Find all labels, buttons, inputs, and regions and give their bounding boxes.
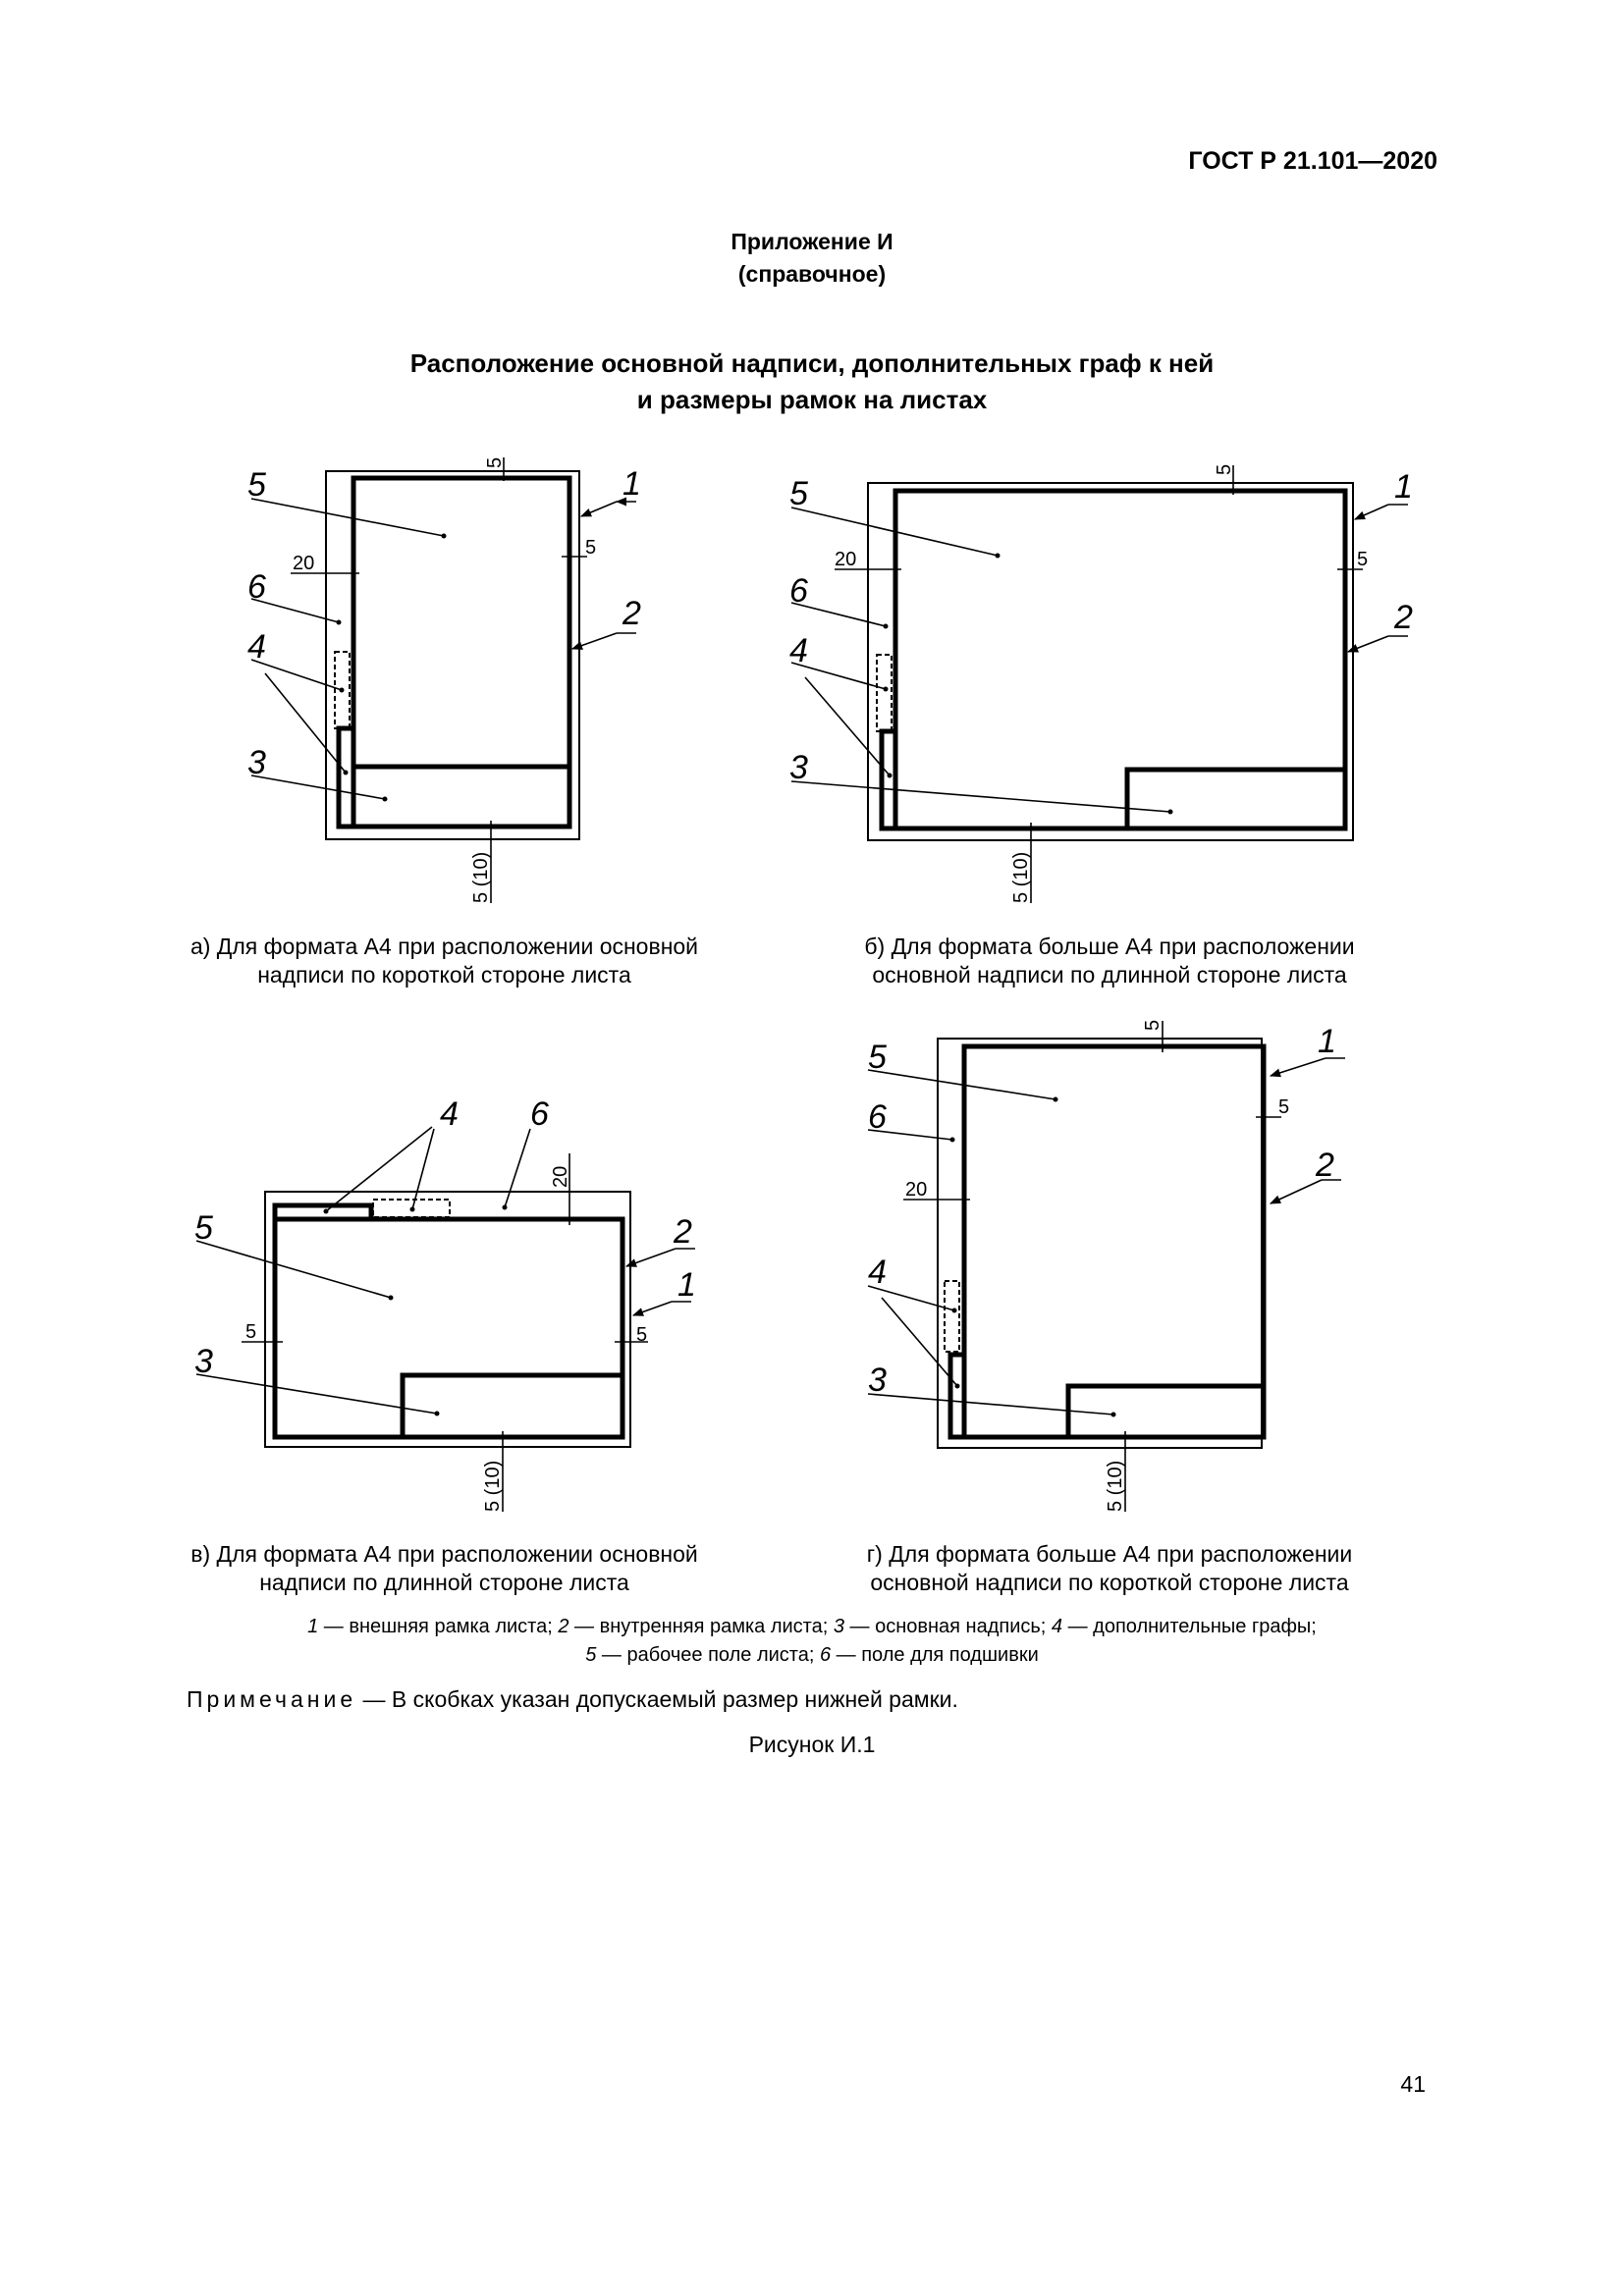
- dim-5-10-bottom: 5 (10): [470, 851, 492, 903]
- binding-strip: [339, 728, 353, 827]
- diagram-v: [194, 1095, 696, 1512]
- appendix-title: Приложение И: [731, 229, 893, 254]
- caption-g: [815, 1540, 1404, 1597]
- diagram-g: [868, 1020, 1345, 1512]
- dim-20: 20: [835, 549, 857, 570]
- document-standard-header: ГОСТ Р 21.101—2020: [1188, 147, 1437, 175]
- label-1: 1: [1318, 1023, 1336, 1060]
- legend-text-4: — дополнительные графы;: [1062, 1616, 1317, 1637]
- legend-num-2: 2: [558, 1616, 569, 1637]
- binding-strip: [275, 1205, 371, 1219]
- caption-g-line-2: основной надписи по короткой стороне листа: [870, 1570, 1349, 1595]
- note-text: — В скобках указан допускаемый размер нижней рамки.: [356, 1686, 958, 1712]
- dim-5-10-bottom: 5 (10): [1010, 851, 1032, 903]
- inner-frame: [895, 491, 1345, 828]
- dim-5-right: 5: [1357, 549, 1369, 570]
- legend-num-6: 6: [819, 1644, 832, 1666]
- inner-frame: [275, 1219, 623, 1437]
- title-line-1: Расположение основной надписи, дополнительных граф к ней: [409, 348, 1215, 378]
- dim-5-left: 5: [245, 1321, 257, 1343]
- page-number: 41: [1400, 2071, 1426, 2097]
- label-4: 4: [868, 1254, 887, 1291]
- dim-20: 20: [905, 1179, 928, 1201]
- binding-strip: [950, 1355, 964, 1437]
- label-3: 3: [789, 749, 808, 786]
- dim-5-right: 5: [1278, 1096, 1290, 1118]
- dim-5-10-bottom: 5 (10): [482, 1460, 504, 1512]
- extra-columns: [877, 655, 892, 731]
- caption-v: [147, 1540, 741, 1597]
- diagram-a: [247, 457, 641, 903]
- label-2: 2: [1394, 599, 1413, 636]
- legend-num-4: 4: [1051, 1616, 1063, 1637]
- legend-text-2: — внутренняя рамка листа;: [568, 1616, 834, 1637]
- label-5: 5: [868, 1039, 887, 1076]
- caption-g-line-1: г) Для формата больше А4 при расположении: [866, 1541, 1353, 1567]
- label-5: 5: [247, 466, 266, 504]
- label-4: 4: [247, 628, 266, 666]
- label-3: 3: [247, 744, 266, 781]
- title-block: [1127, 770, 1345, 828]
- label-1: 1: [677, 1266, 696, 1304]
- caption-a-line-1: а) Для формата А4 при расположении основной: [189, 934, 699, 959]
- title-block: [1068, 1386, 1264, 1437]
- label-2: 2: [1316, 1147, 1334, 1184]
- legend-text-5: — рабочее поле листа;: [596, 1644, 820, 1666]
- appendix-type: (справочное): [737, 261, 887, 287]
- inner-frame: [964, 1046, 1264, 1437]
- caption-b: [815, 933, 1404, 989]
- diagram-b: [789, 464, 1413, 903]
- label-6: 6: [868, 1098, 887, 1136]
- extra-columns: [945, 1281, 959, 1352]
- label-2: 2: [623, 595, 641, 632]
- caption-v-line-1: в) Для формата А4 при расположении основной: [190, 1541, 698, 1567]
- note: [187, 1686, 958, 1713]
- label-4: 4: [789, 632, 808, 669]
- dim-20: 20: [293, 553, 315, 574]
- label-3: 3: [868, 1362, 887, 1399]
- dim-5-right: 5: [585, 537, 597, 559]
- dim-5-top: 5: [1214, 463, 1235, 475]
- dim-5-right: 5: [636, 1324, 648, 1346]
- outer-frame: [868, 483, 1353, 840]
- caption-v-line-2: надписи по длинной стороне листа: [259, 1570, 629, 1595]
- label-2: 2: [674, 1213, 692, 1251]
- legend-num-3: 3: [833, 1616, 844, 1637]
- legend-text-1: — внешняя рамка листа;: [318, 1616, 559, 1637]
- figure-caption: Рисунок И.1: [748, 1732, 876, 1757]
- legend-text-6: — поле для подшивки: [831, 1644, 1039, 1666]
- caption-b-line-2: основной надписи по длинной стороне листа: [872, 962, 1347, 988]
- label-3: 3: [194, 1343, 213, 1380]
- title-block: [403, 1375, 623, 1437]
- legend-line-1: [0, 1613, 1624, 1641]
- caption-a: [147, 933, 741, 989]
- dim-5-top: 5: [484, 456, 506, 468]
- label-1: 1: [623, 465, 641, 503]
- binding-strip: [882, 731, 895, 828]
- dim-5-10-bottom: 5 (10): [1105, 1460, 1126, 1512]
- legend-text-3: — основная надпись;: [843, 1616, 1052, 1637]
- label-5: 5: [789, 475, 808, 512]
- dim-20: 20: [550, 1165, 571, 1188]
- caption-a-line-2: надписи по короткой стороне листа: [257, 962, 631, 988]
- label-6: 6: [247, 568, 266, 606]
- legend-num-1: 1: [307, 1616, 319, 1637]
- legend-num-5: 5: [585, 1644, 597, 1666]
- title-line-2: и размеры рамок на листах: [636, 385, 988, 414]
- note-label: Примечание: [187, 1686, 357, 1712]
- label-6: 6: [530, 1095, 549, 1133]
- dim-5-top: 5: [1142, 1019, 1164, 1031]
- label-4: 4: [440, 1095, 459, 1133]
- figure-legend: [0, 1613, 1624, 1670]
- legend-line-2: [0, 1641, 1624, 1670]
- caption-b-line-1: б) Для формата больше А4 при расположении: [864, 934, 1355, 959]
- label-6: 6: [789, 572, 808, 610]
- inner-frame: [353, 478, 569, 827]
- label-1: 1: [1394, 468, 1413, 506]
- label-5: 5: [194, 1209, 213, 1247]
- outer-frame: [326, 471, 579, 839]
- outer-frame: [265, 1192, 630, 1447]
